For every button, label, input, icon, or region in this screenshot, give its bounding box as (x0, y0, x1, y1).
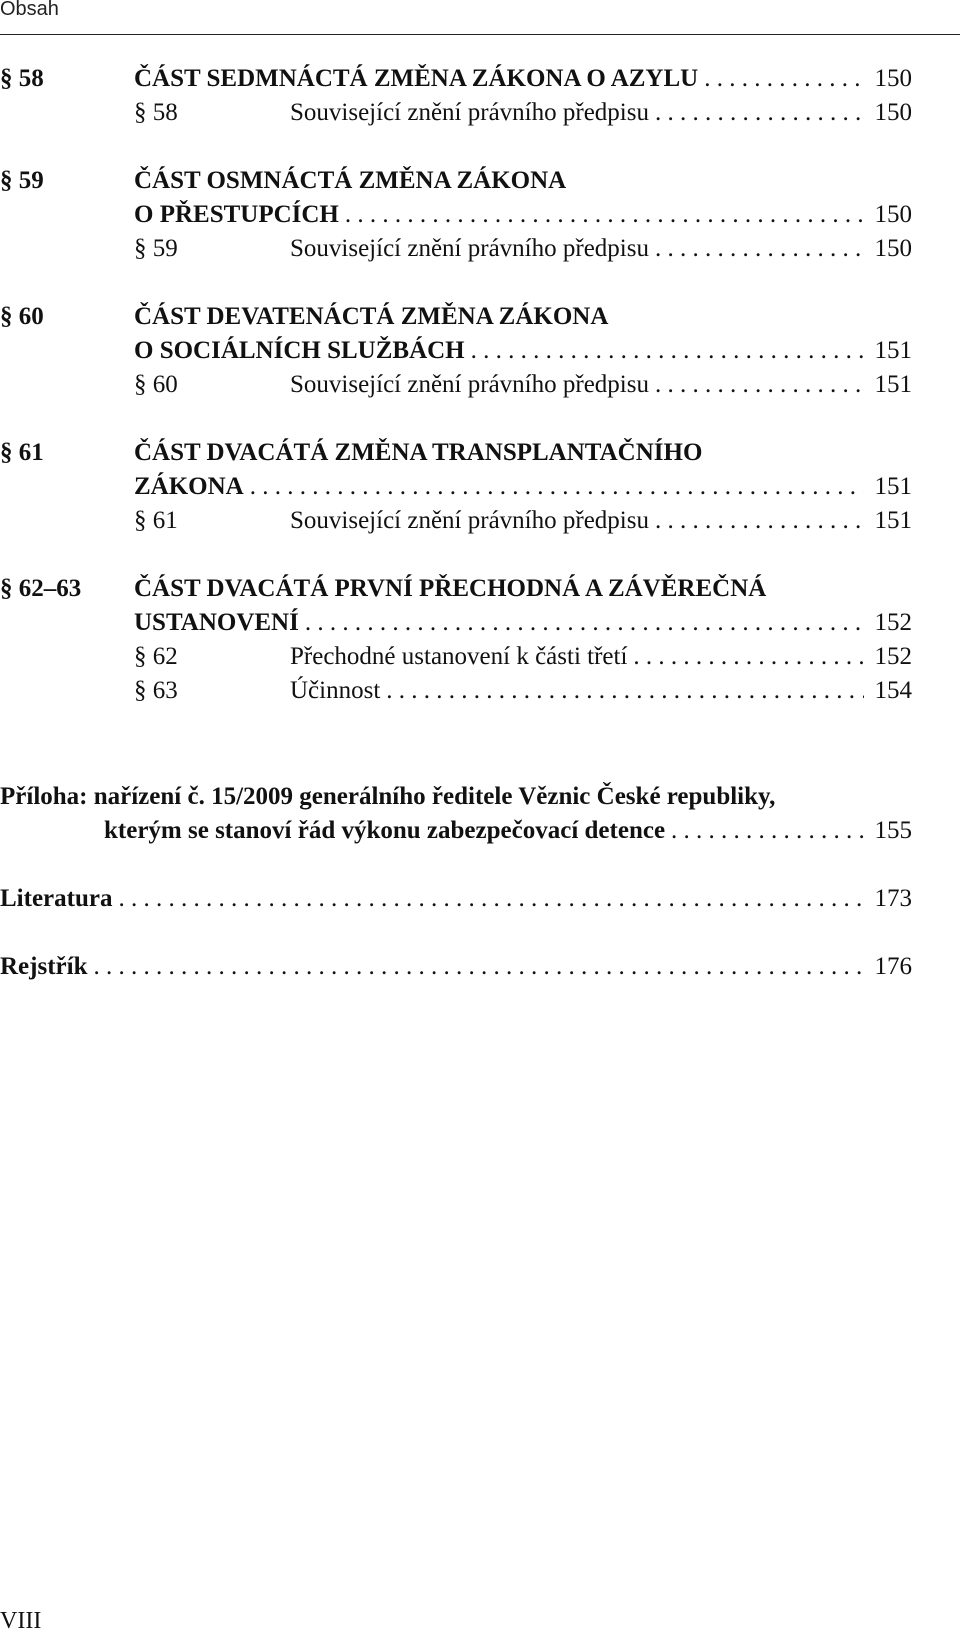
section-number: § 61 (0, 439, 44, 466)
page-number: 150 (874, 201, 912, 228)
page-number: 173 (874, 885, 912, 912)
page-number: 151 (874, 371, 912, 398)
section-number: § 61 (134, 507, 178, 534)
page-number: 151 (874, 337, 912, 364)
toc-entry-section-59[interactable] (134, 232, 912, 266)
entry-title: Související znění právního předpisu (290, 507, 649, 534)
leader-dots (471, 334, 864, 368)
section-number: § 58 (0, 65, 44, 92)
entry-title-cont: ZÁKONA (134, 473, 244, 500)
leader-dots (118, 882, 864, 916)
toc-entry-annex[interactable] (0, 780, 912, 814)
entry-title: ČÁST DVACÁTÁ PRVNÍ PŘECHODNÁ A ZÁVĚREČNÁ (134, 575, 767, 602)
entry-title: Rejstřík (0, 953, 88, 980)
section-number: § 58 (134, 99, 178, 126)
entry-title: Související znění právního předpisu (290, 371, 649, 398)
leader-dots (671, 814, 864, 848)
entry-title: Příloha: nařízení č. 15/2009 generálního ředitele Věznic České republiky, (0, 783, 776, 810)
page-number: 176 (874, 953, 912, 980)
page-number: 152 (874, 609, 912, 636)
toc-entry-part-62-63[interactable] (0, 572, 912, 606)
section-number: § 62–63 (0, 575, 82, 602)
page-number: 155 (874, 817, 912, 844)
section-number: § 59 (134, 235, 178, 262)
entry-title: Související znění právního předpisu (290, 99, 649, 126)
leader-dots (655, 232, 864, 266)
section-number: § 60 (0, 303, 44, 330)
page-number: 154 (874, 677, 912, 704)
page-number: 152 (874, 643, 912, 670)
toc-entry-part-58[interactable] (0, 62, 912, 96)
entry-title-cont: USTANOVENÍ (134, 609, 299, 636)
leader-dots (93, 950, 864, 984)
toc-entry-part-62-63-cont[interactable] (134, 606, 912, 640)
leader-dots (655, 96, 864, 130)
toc-entry-rejstrik[interactable] (0, 950, 912, 984)
entry-title: Účinnost (290, 677, 381, 704)
page-number: 151 (874, 507, 912, 534)
entry-title: ČÁST DEVATENÁCTÁ ZMĚNA ZÁKONA (134, 303, 609, 330)
toc-entry-section-63[interactable] (134, 674, 912, 708)
entry-title-cont: O PŘESTUPCÍCH (134, 201, 339, 228)
running-head (0, 0, 960, 35)
page-number: 150 (874, 65, 912, 92)
leader-dots (305, 606, 864, 640)
leader-dots (655, 504, 864, 538)
entry-title: Související znění právního předpisu (290, 235, 649, 262)
leader-dots (345, 198, 864, 232)
leader-dots (250, 470, 864, 504)
toc-entry-section-62[interactable] (134, 640, 912, 674)
toc-entry-part-61[interactable] (0, 436, 912, 470)
leader-dots (655, 368, 864, 402)
toc-entry-section-60[interactable] (134, 368, 912, 402)
leader-dots (633, 640, 864, 674)
entry-title: Literatura (0, 885, 113, 912)
toc-entry-annex-cont[interactable] (104, 814, 912, 848)
leader-dots (704, 62, 864, 96)
entry-title-cont: O SOCIÁLNÍCH SLUŽBÁCH (134, 337, 465, 364)
entry-title: ČÁST OSMNÁCTÁ ZMĚNA ZÁKONA (134, 167, 567, 194)
section-number: § 59 (0, 167, 44, 194)
entry-title: Přechodné ustanovení k části třetí (290, 643, 628, 670)
toc-entry-literatura[interactable] (0, 882, 912, 916)
section-number: § 63 (134, 677, 178, 704)
entry-title: ČÁST DVACÁTÁ ZMĚNA TRANSPLANTAČNÍHO (134, 439, 703, 466)
page-folio: VIII (0, 1608, 42, 1634)
toc-entry-part-59-cont[interactable] (134, 198, 912, 232)
toc-entry-section-58[interactable] (134, 96, 912, 130)
section-number: § 60 (134, 371, 178, 398)
entry-title: ČÁST SEDMNÁCTÁ ZMĚNA ZÁKONA O AZYLU (134, 65, 699, 92)
page-number: 151 (874, 473, 912, 500)
entry-title-cont: kterým se stanoví řád výkonu zabezpečovací detence (104, 817, 666, 844)
page-number: 150 (874, 235, 912, 262)
toc-entry-part-60-cont[interactable] (134, 334, 912, 368)
running-head-title: Obsah (0, 0, 59, 20)
toc-entry-part-59[interactable] (0, 164, 912, 198)
leader-dots (386, 674, 864, 708)
toc-entry-section-61[interactable] (134, 504, 912, 538)
page-number: 150 (874, 99, 912, 126)
section-number: § 62 (134, 643, 178, 670)
toc-entry-part-61-cont[interactable] (134, 470, 912, 504)
toc-entry-part-60[interactable] (0, 300, 912, 334)
